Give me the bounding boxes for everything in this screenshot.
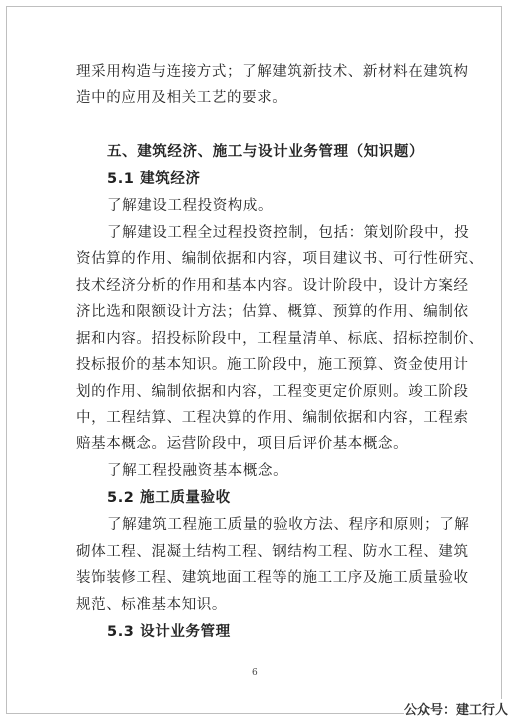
subsection-heading: 5.3 设计业务管理 — [107, 624, 231, 640]
page-number: 6 — [252, 668, 258, 678]
subsection-heading: 5.1 建筑经济 — [107, 171, 201, 187]
text-line: 了解工程投融资基本概念。 — [107, 463, 289, 479]
subsection-heading: 5.2 施工质量验收 — [107, 490, 231, 506]
text-line: 中，工程结算、工程决算的作用、编制依据和内容，工程索 — [76, 410, 469, 426]
text-line: 划的作用、编制依据和内容，工程变更定价原则。竣工阶段 — [76, 384, 469, 400]
text-line: 济比选和限额设计方法；估算、概算、预算的作用、编制依 — [76, 304, 469, 320]
section-heading: 五、建筑经济、施工与设计业务管理（知识题） — [107, 144, 425, 160]
text-line: 装饰装修工程、建筑地面工程等的施工工序及施工质量验收 — [76, 570, 469, 586]
text-line: 规范、标准基本知识。 — [76, 597, 227, 613]
text-line: 投标报价的基本知识。施工阶段中，施工预算、资金使用计 — [76, 357, 469, 373]
watermark: 公众号：建工行人 — [404, 699, 508, 718]
text-line: 了解建设工程全过程投资控制，包括：策划阶段中，投 — [107, 225, 470, 241]
text-line: 据和内容。招投标阶段中，工程量清单、标底、招标控制价、 — [76, 331, 484, 347]
text-line: 造中的应用及相关工艺的要求。 — [76, 90, 288, 106]
text-line: 了解建筑工程施工质量的验收方法、程序和原则；了解 — [107, 517, 470, 533]
text-line: 了解建设工程投资构成。 — [107, 198, 274, 214]
text-line: 砌体工程、混凝土结构工程、钢结构工程、防水工程、建筑 — [76, 544, 469, 560]
text-line: 技术经济分析的作用和基本内容。设计阶段中，设计方案经 — [76, 278, 469, 294]
text-line: 理采用构造与连接方式；了解建筑新技术、新材料在建筑构 — [76, 64, 469, 80]
text-line: 资估算的作用、编制依据和内容，项目建议书、可行性研究、 — [76, 251, 484, 267]
text-line: 赔基本概念。运营阶段中，项目后评价基本概念。 — [76, 436, 409, 452]
